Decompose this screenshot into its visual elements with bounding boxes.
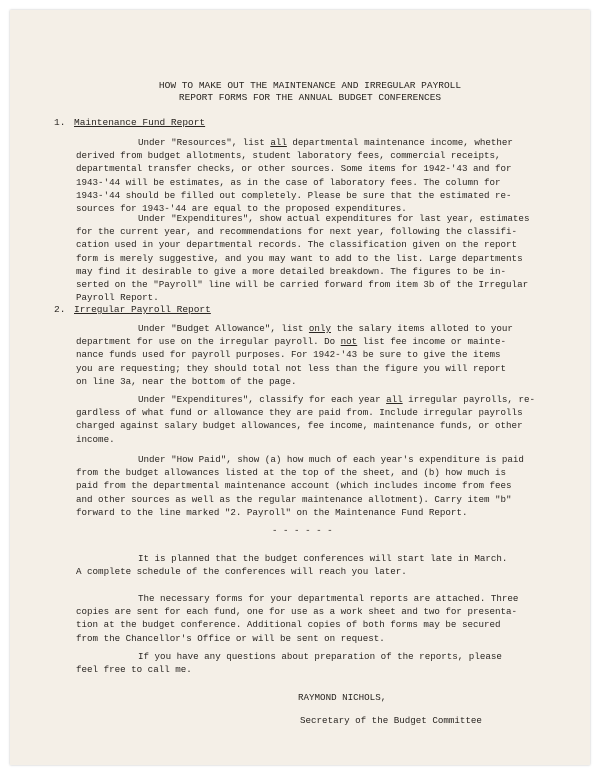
text-line: nance funds used for payroll purposes. For 1942-'43 be sure to give the items <box>76 349 501 361</box>
text-line: feel free to call me. <box>76 664 192 676</box>
text-line: gardless of what fund or allowance they are paid from. Include irregular payrolls <box>76 407 523 419</box>
section-divider: - - - - - - <box>272 525 333 536</box>
signature-role: Secretary of the Budget Committee <box>300 715 482 726</box>
section-2-title: Irregular Payroll Report <box>74 304 211 315</box>
text-line: and other sources as well as the regular maintenance allotment). Carry item "b" <box>76 493 512 505</box>
text-line: Payroll Report. <box>76 292 159 304</box>
signature-name: RAYMOND NICHOLS, <box>298 692 387 703</box>
text-line: you are requesting; they should total not less than the figure you will report <box>76 362 507 374</box>
text-run: irregular payrolls, re- <box>402 394 535 405</box>
text-run: list fee income or mainte- <box>357 336 507 348</box>
text-line: income. <box>76 433 115 445</box>
document-page <box>10 10 590 765</box>
text-run: Under "Expenditures", classify for each year <box>138 394 387 405</box>
text-line <box>76 136 513 149</box>
section-1-paragraph-2 <box>76 212 529 304</box>
text-line: Under "Expenditures", show actual expenditures for last year, estimates <box>138 213 530 224</box>
text-run: departmental maintenance income, whether <box>286 137 513 148</box>
underlined-text: only <box>308 323 331 334</box>
text-line <box>76 322 513 335</box>
text-line: paid from the departmental maintenance account (which includes income from fees <box>76 480 512 492</box>
text-line: charged against salary budget allowances, fee income, maintenance funds, or other <box>76 420 523 432</box>
text-line: It is planned that the budget conferences will start late in March. <box>138 553 508 564</box>
text-line: 1943-'44 will be estimates, as in the case of laboratory fees. The column for <box>76 176 501 188</box>
title-line-2: REPORT FORMS FOR THE ANNUAL BUDGET CONFERENCES <box>178 92 442 103</box>
text-run: Under "Budget Allowance", list <box>138 323 309 334</box>
text-line: Under "How Paid", show (a) how much of each year's expenditure is paid <box>138 454 524 465</box>
text-line: for the current year, and recommendations for next year, following the classifi- <box>76 226 518 238</box>
text-line: cation used in your departmental records. The classification given on the report <box>76 239 518 251</box>
closing-paragraph-1 <box>76 552 507 578</box>
text-line: The necessary forms for your departmental reports are attached. Three <box>138 593 519 604</box>
underlined-text: all <box>386 394 403 405</box>
section-1-heading <box>54 117 354 131</box>
text-line: from the budget allowances listed at the top of the sheet, and (b) how much is <box>76 467 507 479</box>
text-line <box>76 335 513 348</box>
closing-paragraph-3 <box>76 650 502 676</box>
document-title <box>90 80 530 104</box>
text-line: copies are sent for each fund, one for use as a work sheet and two for presenta- <box>76 606 518 618</box>
text-line: derived from budget allotments, student laboratory fees, commercial receipts, <box>76 150 501 162</box>
closing-paragraph-2 <box>76 592 518 645</box>
text-line: serted on the "Payroll" line will be carried forward from item 3b of the Irregular <box>76 279 529 291</box>
section-2-paragraph-1 <box>76 322 513 388</box>
section-2-number: 2. <box>54 304 66 315</box>
text-run: the salary items alloted to your <box>330 323 513 334</box>
text-run: Under "Resources", list <box>138 137 271 148</box>
text-line: form is merely suggestive, and you may want to add to the list. Large departments <box>76 252 523 264</box>
section-1-paragraph-1 <box>76 136 513 215</box>
text-line: If you have any questions about preparation of the reports, please <box>138 651 502 662</box>
text-run: department for use on the irregular payroll. Do <box>76 336 341 348</box>
text-line: 1943-'44 should be filled out completely. Please be sure that the estimated re- <box>76 189 512 201</box>
text-line: A complete schedule of the conferences will reach you later. <box>76 566 407 578</box>
underlined-text: all <box>270 137 287 148</box>
section-1-number: 1. <box>54 117 66 128</box>
section-2-paragraph-2 <box>76 393 535 446</box>
text-line: departmental transfer checks, or other sources. Some items for 1942-'43 and for <box>76 163 512 175</box>
section-2-heading <box>54 304 354 318</box>
text-line: on line 3a, near the bottom of the page. <box>76 375 297 387</box>
section-2-paragraph-3 <box>76 453 524 519</box>
text-line: tion at the budget conference. Additional copies of both forms may be secured <box>76 619 501 631</box>
text-line: from the Chancellor's Office or will be sent on request. <box>76 632 385 644</box>
section-1-title: Maintenance Fund Report <box>74 117 206 128</box>
text-line: forward to the line marked "2. Payroll" on the Maintenance Fund Report. <box>76 506 468 518</box>
text-line: sources for 1943-'44 are equal to the proposed expenditures. <box>76 203 407 215</box>
underlined-text: not <box>340 336 358 348</box>
text-line: may find it desirable to give a more detailed breakdown. The figures to be in- <box>76 265 507 277</box>
title-line-1: HOW TO MAKE OUT THE MAINTENANCE AND IRREGULAR PAYROLL <box>158 80 462 91</box>
text-line <box>76 393 535 406</box>
